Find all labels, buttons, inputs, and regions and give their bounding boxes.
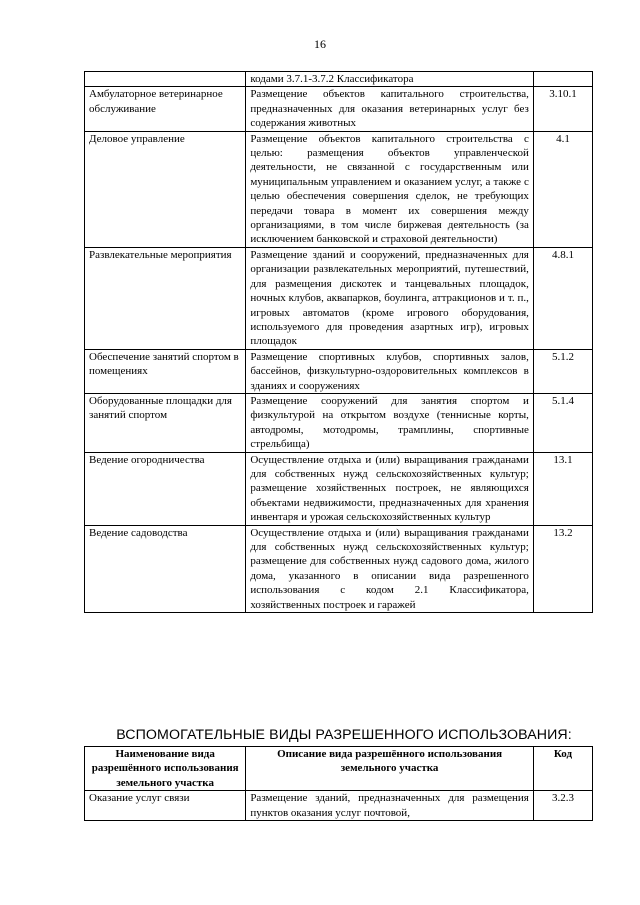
auxiliary-uses-heading: ВСПОМОГАТЕЛЬНЫЕ ВИДЫ РАЗРЕШЕННОГО ИСПОЛЬЗОВАНИЯ: [116, 727, 572, 743]
use-name-cell: Оказание услуг связи [85, 791, 246, 821]
use-description-cell: кодами 3.7.1-3.7.2 Классификатора [246, 72, 534, 87]
table-row [85, 791, 593, 821]
use-name-cell [85, 72, 246, 87]
use-code-cell [533, 72, 592, 87]
use-description-cell: Осуществление отдыха и (или) выращивания гражданами для собственных нужд сельскохозяйственных культур; размещение хозяйственных построек, не являющихся объектами недвижимости, предназначенных для хранения инвентаря и урожая сельскохозяйственных культур [246, 452, 534, 525]
header-description: Описание вида разрешённого использования земельного участка [246, 747, 534, 791]
header-name: Наименование вида разрешённого использования земельного участка [85, 747, 246, 791]
table-row [85, 393, 593, 452]
use-description-cell: Размещение зданий, предназначенных для размещения пунктов оказания услуг почтовой, [246, 791, 534, 821]
use-code-cell: 4.1 [533, 131, 592, 247]
table-row [85, 247, 593, 349]
header-code: Код [533, 747, 592, 791]
use-name-cell: Амбулаторное ветеринарное обслуживание [85, 87, 246, 131]
use-name-cell: Ведение садоводства [85, 525, 246, 612]
use-code-cell: 3.2.3 [533, 791, 592, 821]
table-header-row [85, 747, 593, 791]
table-row [85, 131, 593, 247]
use-description-cell: Размещение спортивных клубов, спортивных залов, бассейнов, физкультурно-оздоровительных комплексов в зданиях и сооружениях [246, 349, 534, 393]
use-description-cell: Размещение объектов капитального строительства с целью: размещения объектов управленческой деятельности, не связанной с государственным или муниципальным управлением и оказанием услуг, а также с целью обеспечения совершения сделок, не требующих передачи товара в момент их совершения между организациями, в том числе биржевая деятельность (за исключением банковской и страховой деятельности) [246, 131, 534, 247]
use-description-cell: Размещение сооружений для занятия спортом и физкультурой на открытом воздухе (теннисные корты, автодромы, мотодромы, трамплины, спортивные стрельбища) [246, 393, 534, 452]
use-code-cell: 13.1 [533, 452, 592, 525]
use-description-cell: Размещение зданий и сооружений, предназначенных для организации развлекательных мероприятий, путешествий, для размещения дискотек и танцевальных площадок, ночных клубов, аквапарков, боулинга, аттракционов и т. п., игровых автоматов (кроме игрового оборудования, используемого для проведения азартных игр), игровых площадок [246, 247, 534, 349]
table-row [85, 349, 593, 393]
use-description-cell: Осуществление отдыха и (или) выращивания гражданами для собственных нужд сельскохозяйственных культур; размещение для собственных нужд садового дома, жилого дома, указанного в описании вида разрешенного использования с кодом 2.1 Классификатора, хозяйственных построек и гаражей [246, 525, 534, 612]
use-code-cell: 13.2 [533, 525, 592, 612]
table-row [85, 525, 593, 612]
use-code-cell: 4.8.1 [533, 247, 592, 349]
use-description-cell: Размещение объектов капитального строительства, предназначенных для оказания ветеринарных услуг без содержания животных [246, 87, 534, 131]
use-name-cell: Ведение огородничества [85, 452, 246, 525]
use-code-cell: 3.10.1 [533, 87, 592, 131]
use-name-cell: Обеспечение занятий спортом в помещениях [85, 349, 246, 393]
table-row [85, 452, 593, 525]
use-name-cell: Оборудованные площадки для занятий спортом [85, 393, 246, 452]
table-row [85, 72, 593, 87]
use-name-cell: Деловое управление [85, 131, 246, 247]
use-name-cell: Развлекательные мероприятия [85, 247, 246, 349]
table-row [85, 87, 593, 131]
page-number: 16 [314, 37, 326, 51]
use-code-cell: 5.1.2 [533, 349, 592, 393]
auxiliary-uses-table [84, 746, 593, 821]
use-code-cell: 5.1.4 [533, 393, 592, 452]
main-permitted-uses-table [84, 71, 593, 613]
